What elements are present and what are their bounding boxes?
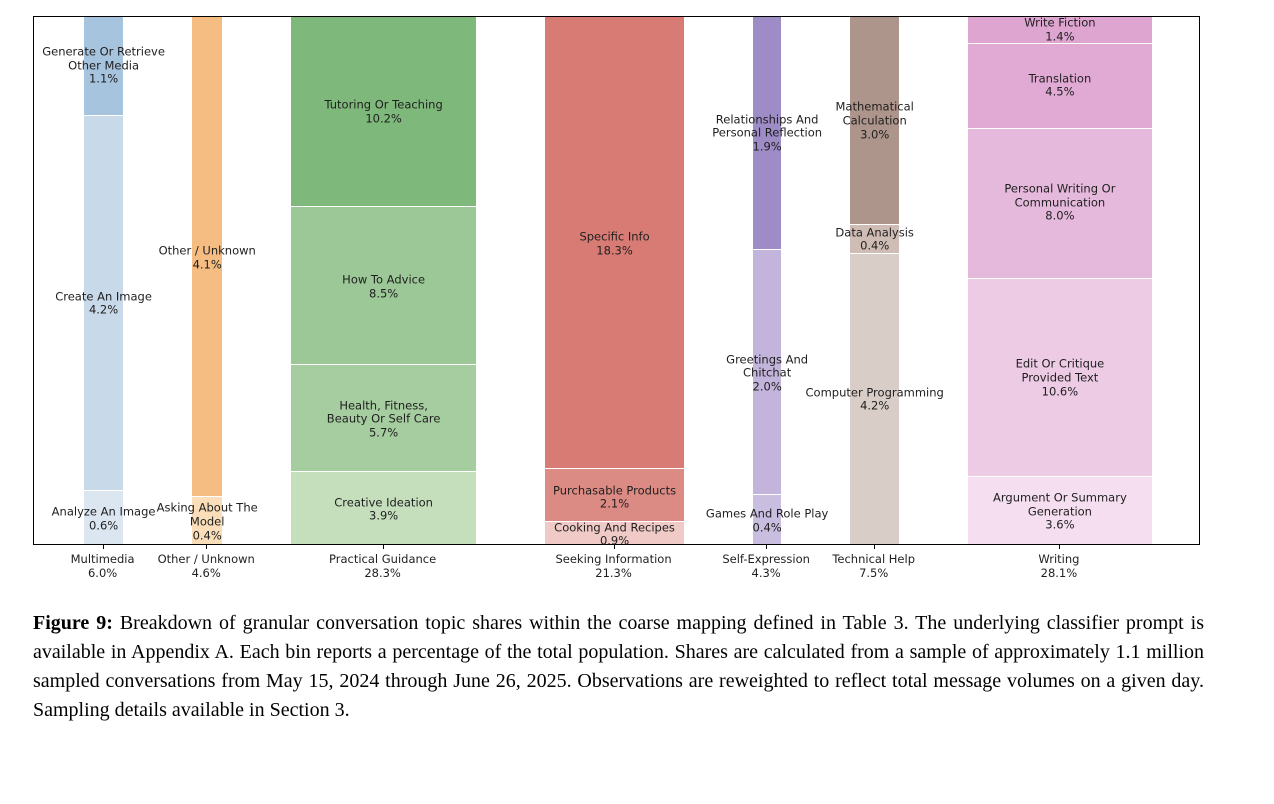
segment-percent: 3.6% xyxy=(1045,517,1075,532)
axis-tick xyxy=(614,545,615,549)
column-other-unknown xyxy=(192,17,222,544)
segment-percent: 4.5% xyxy=(1045,84,1075,99)
segment-generate-or-retrieve-other-media xyxy=(84,17,123,115)
column-multimedia xyxy=(84,17,123,544)
segment-name: Asking About The Model xyxy=(156,501,258,529)
segment-name: Argument Or Summary Generation xyxy=(993,490,1127,519)
segment-translation xyxy=(968,43,1151,128)
segment-name: Creative Ideation xyxy=(334,494,433,509)
category-label-other-unknown xyxy=(158,552,255,581)
segment-name: Mathematical Calculation xyxy=(835,100,914,128)
figure-caption xyxy=(33,609,1204,725)
column-writing xyxy=(968,17,1151,544)
segment-purchasable-products xyxy=(545,468,684,521)
segment-name: Create An Image xyxy=(55,289,152,304)
segment-health-fitness-beauty-or-self-care xyxy=(291,364,476,471)
segment-percent: 18.3% xyxy=(596,243,633,258)
segment-percent: 4.2% xyxy=(860,398,890,413)
segment-percent: 2.0% xyxy=(752,379,782,394)
category-percent: 21.3% xyxy=(595,566,632,581)
segment-games-and-role-play xyxy=(753,494,781,544)
category-percent: 6.0% xyxy=(87,566,118,581)
category-label-multimedia xyxy=(71,552,135,581)
figure-caption-text: Breakdown of granular conversation topic shares within the coarse mapping defined in Table 3. The underlying classifier prompt is available in Appendix A. Each bin reports a percentage of the total population. Shares are calculated from a sample of approximately 1.1 million sampled conversations from May 15, 2024 through June 26, 2025. Observations are reweighted to reflect total message volumes on a given day. Sampling details available in Section 3. xyxy=(33,612,1204,721)
axis-tick xyxy=(103,545,104,549)
segment-cooking-and-recipes xyxy=(545,521,684,544)
axis-tick xyxy=(383,545,384,549)
segment-create-an-image xyxy=(84,115,123,490)
category-name: Seeking Information xyxy=(555,552,672,566)
category-name: Technical Help xyxy=(832,552,916,566)
axis-tick xyxy=(874,545,875,549)
segment-name: Write Fiction xyxy=(1024,15,1096,30)
segment-edit-or-critique-provided-text xyxy=(968,278,1151,476)
segment-write-fiction xyxy=(968,17,1151,43)
category-label-practical-guidance xyxy=(329,552,436,581)
category-percent: 4.3% xyxy=(751,566,781,581)
segment-relationships-and-personal-reflection xyxy=(753,17,781,249)
segment-percent: 0.4% xyxy=(860,238,890,253)
segment-percent: 8.0% xyxy=(1045,209,1075,224)
category-label-writing xyxy=(1038,552,1079,581)
segment-creative-ideation xyxy=(291,471,476,544)
category-percent: 7.5% xyxy=(859,566,889,581)
column-technical-help xyxy=(850,17,899,544)
segment-percent: 5.7% xyxy=(368,425,399,440)
category-name: Multimedia xyxy=(70,552,135,566)
category-name: Self-Expression xyxy=(722,552,810,566)
segment-asking-about-the-model xyxy=(192,496,222,544)
segment-percent: 1.9% xyxy=(752,139,782,154)
category-percent: 4.6% xyxy=(191,566,221,581)
category-percent: 28.3% xyxy=(364,566,401,581)
segment-mathematical-calculation xyxy=(850,17,899,224)
category-label-self-expression xyxy=(722,552,810,581)
segment-percent: 0.4% xyxy=(192,528,222,543)
segment-name: Edit Or Critique Provided Text xyxy=(1015,357,1105,385)
segment-name: Computer Programming xyxy=(805,385,944,400)
segment-name: Analyze An Image xyxy=(51,504,156,519)
figure-caption-label: Figure 9: xyxy=(33,612,113,634)
segment-name: Tutoring Or Teaching xyxy=(324,97,443,112)
column-practical-guidance xyxy=(291,17,476,544)
segment-percent: 4.2% xyxy=(88,302,119,317)
segment-name: Purchasable Products xyxy=(553,483,677,497)
segment-name: Cooking And Recipes xyxy=(554,520,675,535)
segment-name: Translation xyxy=(1028,71,1092,86)
segment-name: Other / Unknown xyxy=(158,243,256,258)
category-percent: 28.1% xyxy=(1040,566,1078,581)
segment-name: Greetings And Chitchat xyxy=(726,352,809,380)
segment-how-to-advice xyxy=(291,206,476,364)
category-name: Practical Guidance xyxy=(329,552,437,566)
category-name: Writing xyxy=(1038,552,1080,566)
category-label-technical-help xyxy=(832,552,915,581)
segment-percent: 1.4% xyxy=(1045,29,1075,44)
segment-percent: 0.6% xyxy=(88,518,119,533)
segment-greetings-and-chitchat xyxy=(753,249,781,494)
segment-percent: 0.4% xyxy=(752,520,782,535)
segment-personal-writing-or-communication xyxy=(968,128,1151,278)
segment-name: Personal Writing Or Communication xyxy=(1004,182,1116,210)
segment-name: Specific Info xyxy=(579,229,650,244)
segment-other-unknown xyxy=(192,17,222,496)
segment-percent: 2.1% xyxy=(599,496,630,511)
segment-name: How To Advice xyxy=(342,272,426,287)
segment-percent: 3.9% xyxy=(369,508,399,523)
segment-specific-info xyxy=(545,17,684,468)
segment-tutoring-or-teaching xyxy=(291,17,476,206)
column-self-expression xyxy=(753,17,781,544)
axis-tick xyxy=(1059,545,1060,549)
column-seeking-information xyxy=(545,17,684,544)
segment-name: Games And Role Play xyxy=(705,506,829,521)
segment-data-analysis xyxy=(850,224,899,253)
segment-name: Relationships And Personal Reflection xyxy=(712,112,823,141)
category-name: Other / Unknown xyxy=(157,552,255,566)
segment-percent: 10.2% xyxy=(365,111,402,126)
segment-percent: 0.9% xyxy=(599,533,630,548)
category-label-seeking-information xyxy=(555,552,671,581)
segment-name: Health, Fitness, Beauty Or Self Care xyxy=(326,398,441,427)
segment-percent: 3.0% xyxy=(860,127,890,142)
axis-tick xyxy=(766,545,767,549)
segment-argument-or-summary-generation xyxy=(968,476,1151,544)
topic-share-chart xyxy=(33,15,1200,548)
segment-name: Generate Or Retrieve Other Media xyxy=(42,44,165,73)
segment-computer-programming xyxy=(850,253,899,544)
segment-percent: 10.6% xyxy=(1041,384,1079,399)
segment-analyze-an-image xyxy=(84,490,123,544)
segment-percent: 8.5% xyxy=(369,286,399,301)
segment-name: Data Analysis xyxy=(835,225,914,240)
segment-percent: 4.1% xyxy=(192,256,222,271)
axis-tick xyxy=(206,545,207,549)
segment-percent: 1.1% xyxy=(88,72,119,87)
